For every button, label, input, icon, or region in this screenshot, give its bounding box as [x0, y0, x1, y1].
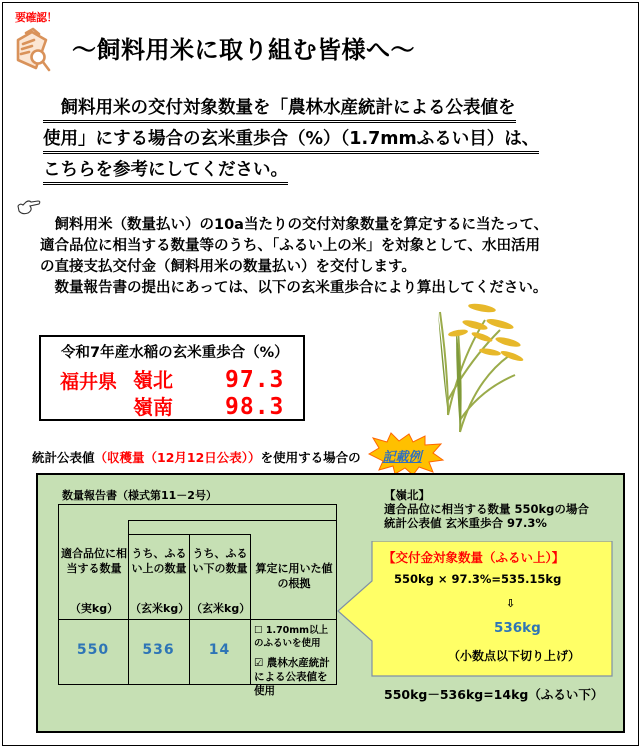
example-heading — [32, 448, 361, 466]
rice-plant-illustration — [430, 300, 530, 435]
side-info — [384, 488, 589, 530]
header-basis: 算定に用いた値の根拠 — [255, 562, 333, 590]
value-qualified-quantity: 550 — [76, 642, 110, 658]
rate-row-reinan — [133, 391, 284, 420]
rate-value: 98.3 — [225, 394, 285, 420]
heading-suffix: を使用する場合の — [260, 450, 361, 465]
value-above-sieve: 536 — [142, 642, 175, 658]
rate-title: 令和7年産水稲の玄米重歩合（%） — [61, 345, 289, 361]
basis-option-label: 農林水産統計による公表値を使用 — [254, 657, 330, 697]
example-badge-label: 記載例 — [382, 450, 422, 465]
lead-line: 飼料用米の交付対象数量を「農林水産統計による公表値を — [43, 97, 516, 123]
page-title: ～飼料用米に取り組む皆様へ～ — [72, 36, 415, 64]
basis-option-sieve — [254, 624, 334, 650]
header-above-sieve: うち、ふるい上の数量 — [131, 547, 187, 575]
heading-release-date: （収穫量（12月12日公表）） — [94, 450, 261, 465]
pointing-hand-icon — [16, 198, 42, 216]
checked-box-icon: ☑ — [254, 657, 264, 669]
callout-note: （小数点以下切り上げ） — [448, 649, 581, 663]
lead-paragraph — [43, 95, 583, 188]
body-line: 適合品位に相当する数量等のうち、「ふるい上の米」を対象として、水田活用 — [40, 238, 540, 254]
header-unit: （玄米kg） — [130, 602, 190, 615]
unchecked-box-icon: ☐ — [254, 625, 263, 636]
notice-label: 要確認！ — [15, 11, 57, 24]
body-line: の直接支払交付金（飼料用米の数量払い）を交付します。 — [40, 259, 416, 275]
body-paragraph — [40, 215, 620, 299]
rate-row-reihoku — [133, 364, 284, 393]
body-line: 数量報告書の提出にあっては、以下の玄米重歩合により算出してください。 — [40, 280, 548, 296]
basis-option-statistics — [254, 656, 334, 698]
callout-formula: 550kg × 97.3%=535.15kg — [394, 572, 562, 586]
down-arrow-icon: ⇩ — [506, 597, 516, 610]
clipboard-magnifier-icon — [14, 26, 54, 74]
lead-line: こちらを参考にしてください。 — [43, 159, 288, 185]
below-sieve-formula: 550kg－536kg=14kg（ふるい下） — [384, 687, 604, 702]
lead-line: 使用」にする場合の玄米重歩合（%）（1.7mmふるい目）は、 — [43, 128, 539, 154]
callout-title: 【交付金対象数量（ふるい上）】 — [383, 550, 565, 565]
prefecture-label: 福井県 — [60, 371, 118, 393]
value-below-sieve: 14 — [208, 642, 231, 658]
rate-box — [39, 335, 305, 421]
basis-option-label: 1.70mm以上のふるいを使用 — [254, 625, 329, 649]
region-label: 嶺北 — [133, 368, 173, 392]
report-table — [58, 504, 337, 712]
form-title: 数量報告書（様式第11－2号） — [62, 489, 217, 502]
side-info-region: 【嶺北】 — [384, 488, 430, 502]
calculation-callout — [330, 541, 614, 678]
body-line: 飼料用米（数量払い）の10a当たりの交付対象数量を算定するに当たって、 — [40, 217, 549, 233]
side-info-line: 統計公表値 玄米重歩合 97.3% — [384, 516, 547, 530]
region-label: 嶺南 — [133, 395, 173, 419]
side-info-line: 適合品位に相当する数量 550kgの場合 — [384, 502, 589, 516]
header-unit: （実kg） — [69, 602, 119, 615]
heading-prefix: 統計公表値 — [32, 450, 95, 465]
header-qualified-quantity: 適合品位に相当する数量 — [61, 547, 127, 575]
rate-value: 97.3 — [225, 367, 285, 393]
header-below-sieve: うち、ふるい下の数量 — [192, 547, 248, 575]
callout-result: 536kg — [494, 620, 541, 636]
header-unit: （玄米kg） — [191, 602, 251, 615]
